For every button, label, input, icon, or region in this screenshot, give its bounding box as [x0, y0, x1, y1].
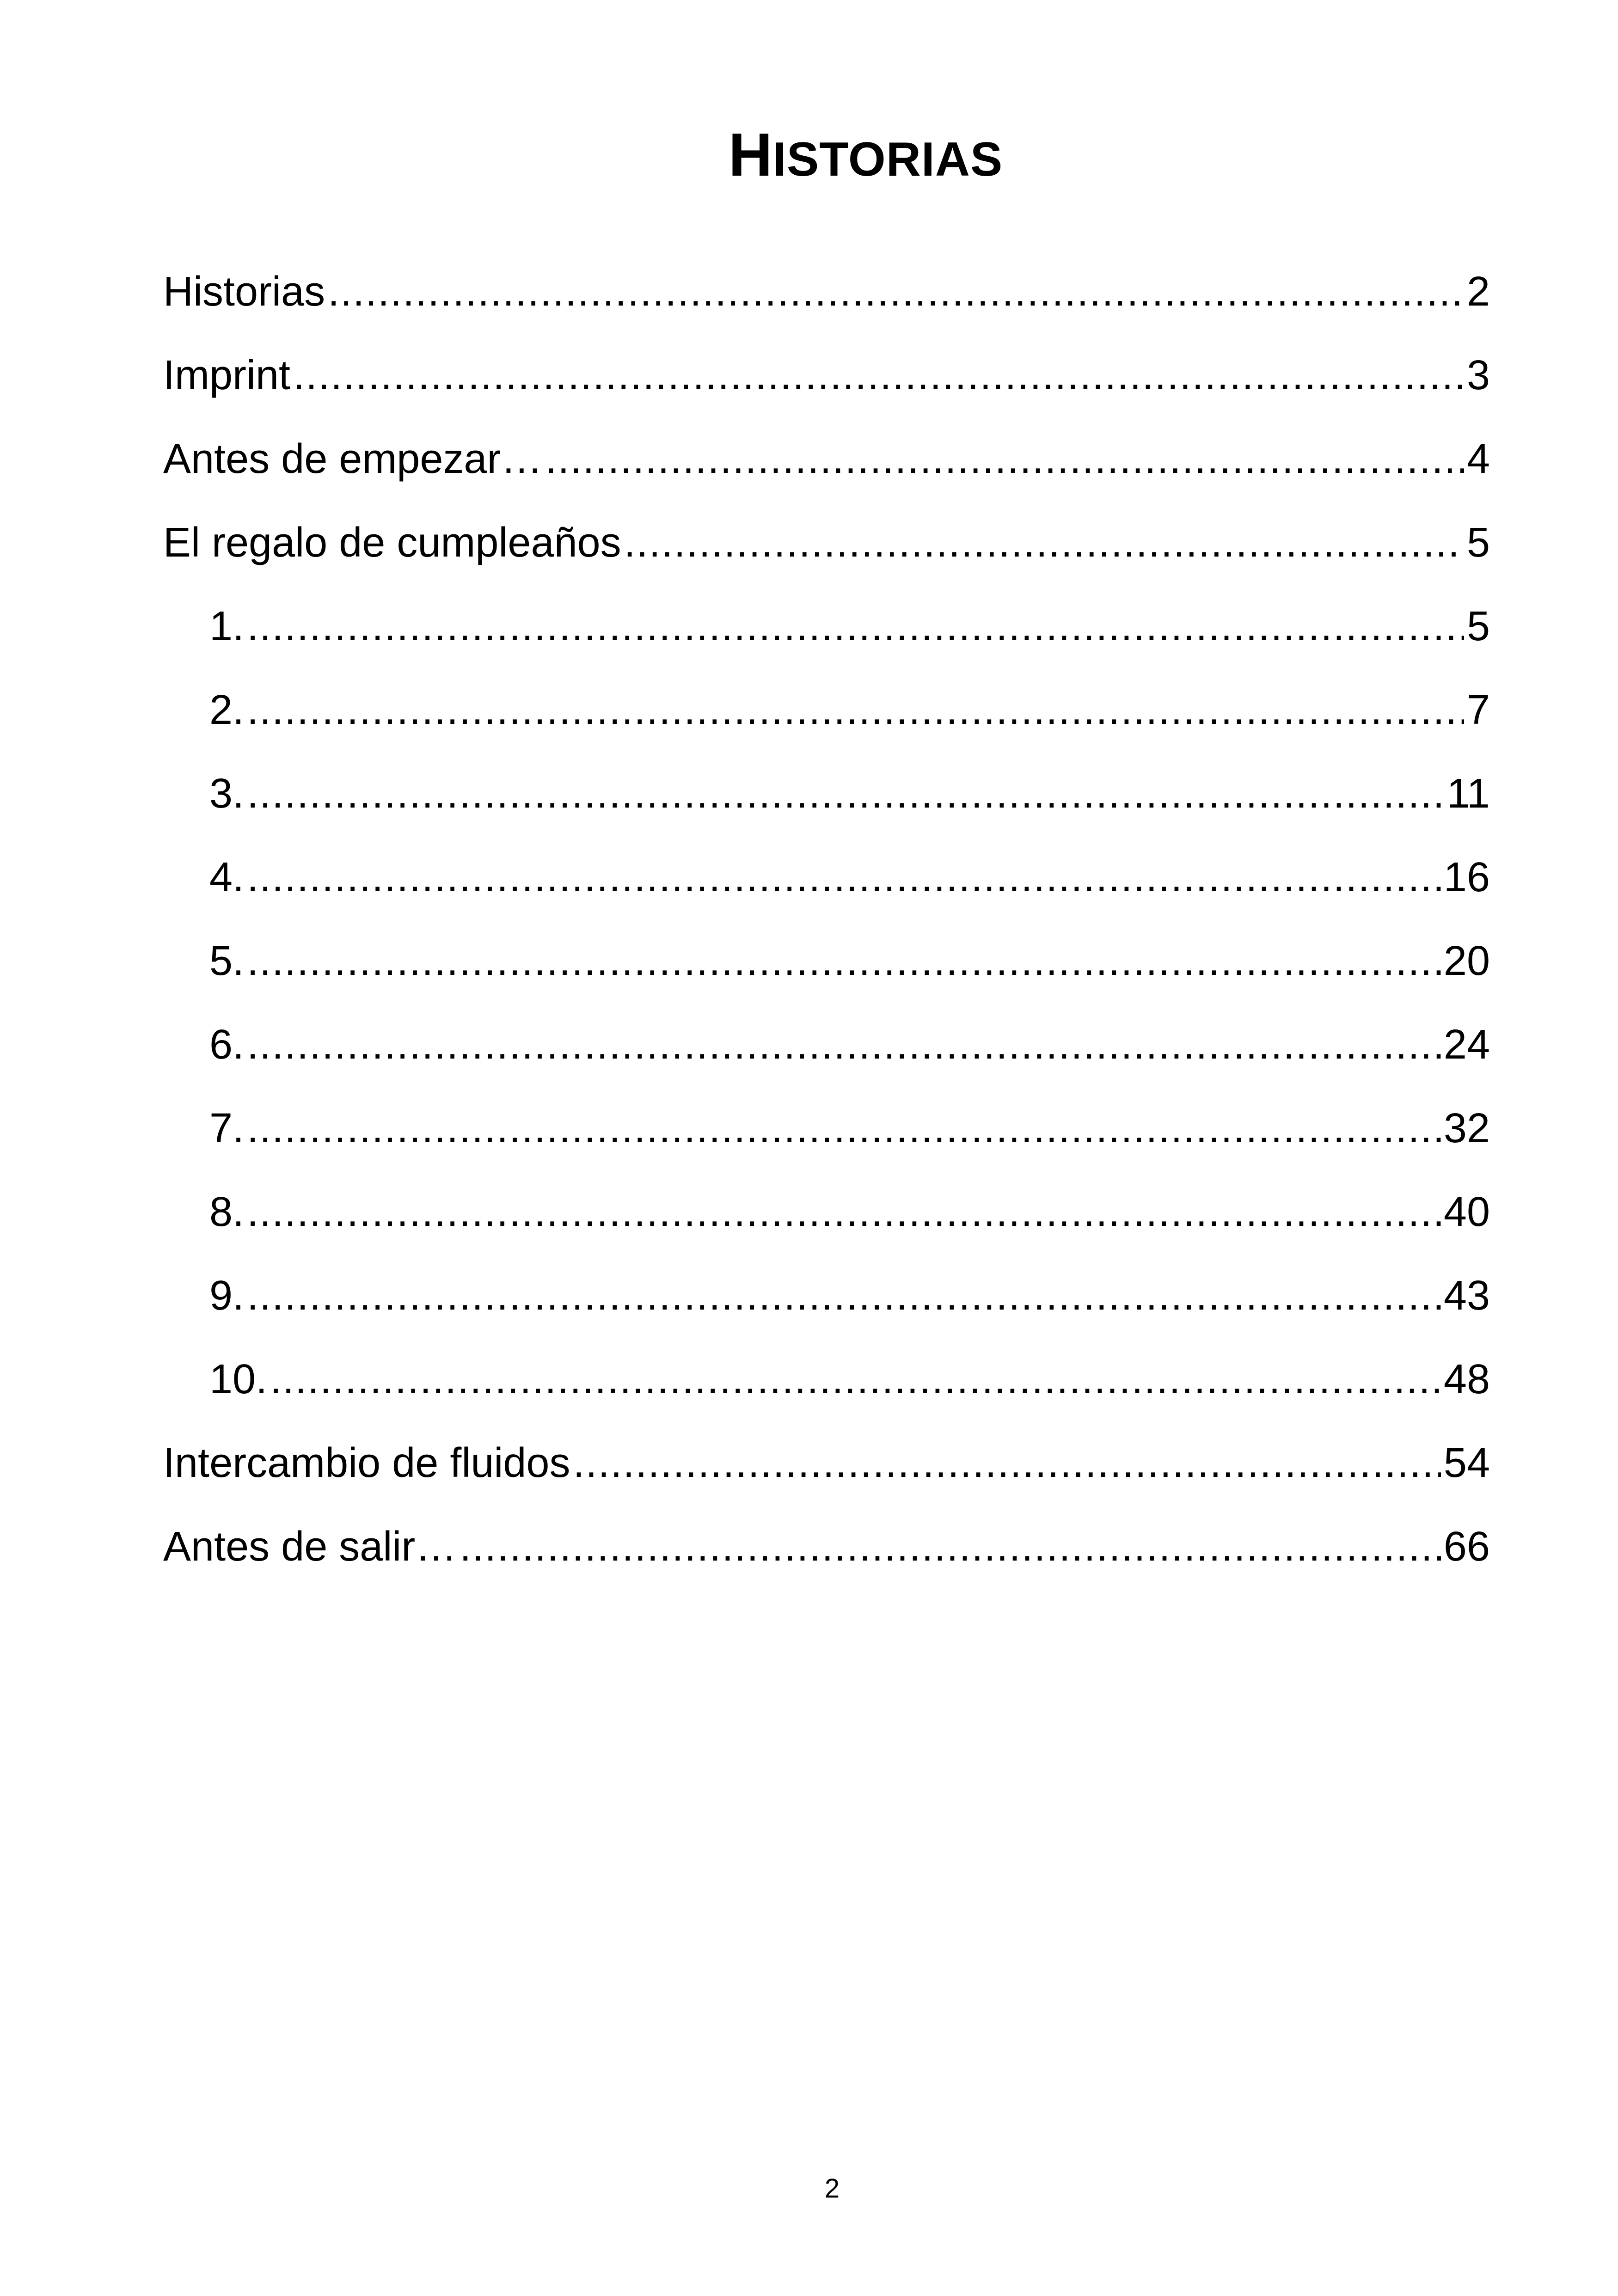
- toc-entry-label: 7.: [209, 1105, 245, 1151]
- toc-entry-label: Intercambio de fluidos: [163, 1439, 570, 1486]
- title-first-letter: H: [728, 121, 773, 189]
- toc-entry-page: 43: [1443, 1272, 1490, 1319]
- toc-entry-page: 3: [1466, 352, 1490, 398]
- toc-entry-page: 24: [1443, 1021, 1490, 1068]
- dot-leader: [247, 768, 1444, 819]
- dot-leader: [247, 1019, 1441, 1070]
- dot-leader: [545, 434, 1464, 484]
- toc-entry-label: Antes de empezar…: [163, 435, 543, 482]
- page-number: 2: [824, 2174, 840, 2204]
- toc-entry-page: 7: [1466, 686, 1490, 733]
- toc-entry-chapter-1[interactable]: [163, 584, 1490, 668]
- toc-entry-chapter-4[interactable]: [163, 835, 1490, 919]
- toc-entry-page: 40: [1443, 1188, 1490, 1235]
- toc-entry-imprint[interactable]: [163, 333, 1490, 417]
- toc-entry-antes-de-empezar[interactable]: [163, 417, 1490, 501]
- toc-entry-chapter-9[interactable]: [163, 1254, 1490, 1337]
- toc-entry-page: 48: [1443, 1356, 1490, 1402]
- toc-entry-label: 6.: [209, 1021, 245, 1068]
- toc-entry-label: Antes de salir…: [163, 1523, 457, 1570]
- dot-leader: [247, 1270, 1441, 1321]
- toc-entry-chapter-3[interactable]: [163, 752, 1490, 835]
- toc-entry-page: 32: [1443, 1105, 1490, 1151]
- toc-entry-label: 5.: [209, 937, 245, 984]
- toc-entry-page: 20: [1443, 937, 1490, 984]
- toc-entry-antes-de-salir[interactable]: [163, 1505, 1490, 1588]
- dot-leader: [293, 350, 1464, 401]
- toc-entry-label: 9.: [209, 1272, 245, 1319]
- dot-leader: [247, 685, 1464, 735]
- toc-entry-label: 3.: [209, 770, 245, 817]
- toc-entry-label: Imprint: [163, 352, 291, 398]
- dot-leader: [247, 852, 1441, 903]
- toc-entry-historias[interactable]: [163, 250, 1490, 333]
- dot-leader: [573, 1438, 1441, 1488]
- toc-entry-chapter-7[interactable]: [163, 1086, 1490, 1170]
- toc-entry-label: Historias: [163, 268, 325, 315]
- toc-entry-page: 16: [1443, 854, 1490, 900]
- toc-entry-intercambio-de-fluidos[interactable]: [163, 1421, 1490, 1505]
- toc-entry-el-regalo-de-cumpleanos[interactable]: [163, 501, 1490, 584]
- toc-entry-chapter-8[interactable]: [163, 1170, 1490, 1254]
- dot-leader: [460, 1521, 1441, 1572]
- dot-leader: [247, 601, 1464, 652]
- toc-entry-page: 4: [1466, 435, 1490, 482]
- table-of-contents: [163, 250, 1490, 1588]
- toc-entry-chapter-6[interactable]: [163, 1003, 1490, 1086]
- toc-entry-page: 5: [1466, 603, 1490, 649]
- toc-entry-label: 2.: [209, 686, 245, 733]
- page-title: [0, 118, 1618, 196]
- toc-entry-label: 8.: [209, 1188, 245, 1235]
- toc-entry-page: 66: [1443, 1523, 1490, 1570]
- toc-entry-label: 1.: [209, 603, 245, 649]
- toc-entry-label: 4.: [209, 854, 245, 900]
- toc-entry-chapter-2[interactable]: [163, 668, 1490, 752]
- title-rest: ISTORIAS: [773, 133, 1003, 186]
- toc-entry-page: 54: [1443, 1439, 1490, 1486]
- toc-entry-label: El regalo de cumpleaños: [163, 519, 621, 566]
- toc-entry-page: 2: [1466, 268, 1490, 315]
- toc-entry-chapter-10[interactable]: [163, 1337, 1490, 1421]
- dot-leader: [247, 936, 1441, 986]
- toc-entry-page: 11: [1446, 770, 1490, 817]
- toc-entry-page: 5: [1466, 519, 1490, 566]
- dot-leader: [247, 1103, 1441, 1154]
- dot-leader: [247, 1187, 1441, 1237]
- dot-leader: [270, 1354, 1441, 1405]
- dot-leader: [624, 517, 1464, 568]
- toc-entry-chapter-5[interactable]: [163, 919, 1490, 1003]
- toc-entry-label: 10.: [209, 1356, 268, 1402]
- dot-leader: [328, 266, 1464, 317]
